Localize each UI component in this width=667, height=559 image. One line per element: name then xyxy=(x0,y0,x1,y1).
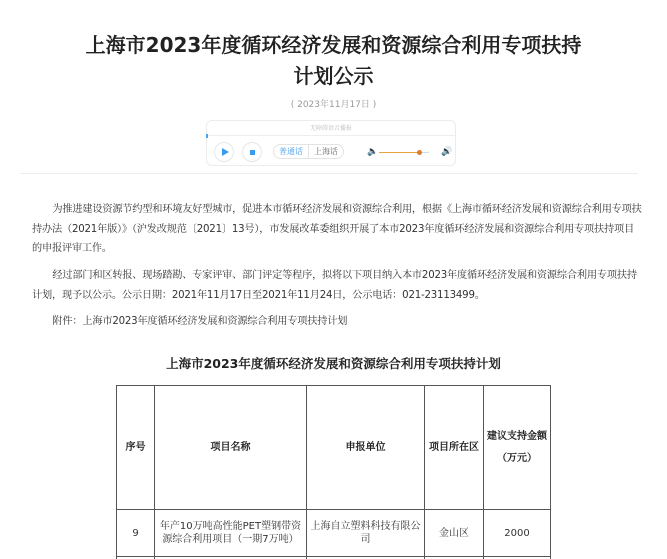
volume-slider[interactable] xyxy=(379,152,429,153)
header-unit: 申报单位 xyxy=(307,386,425,510)
title-line-2: 计划公示 xyxy=(293,64,374,88)
divider xyxy=(20,173,638,174)
cell-no: 9 xyxy=(117,510,155,557)
audio-player xyxy=(206,120,456,166)
header-name: 项目名称 xyxy=(155,386,307,510)
header-no: 序号 xyxy=(117,386,155,510)
table-row xyxy=(117,510,551,557)
table-header-row xyxy=(117,386,551,510)
publish-date: ( 2023年11月17日 ) xyxy=(290,100,377,110)
header-amount: 建议支持金额（万元） xyxy=(484,386,551,510)
paragraph-notice: 经过部门和区转报、现场踏勘、专家评审、部门评定等程序，拟将以下项目纳入本市2023年度循环经济发展和资源综合利用专项扶持计划，现予以公示。公示日期：2021年11月17日至2021年11月24日，公示电话：021-23113499。 xyxy=(32,270,637,301)
volume-fill xyxy=(379,152,419,153)
language-shanghainese[interactable]: 上海话 xyxy=(314,147,338,156)
paragraph-attachment: 附件：上海市2023年度循环经济发展和资源综合利用专项扶持计划 xyxy=(52,316,348,327)
cell-district: 金山区 xyxy=(425,510,484,557)
page-title xyxy=(40,30,627,92)
language-mandarin[interactable]: 普通话 xyxy=(274,145,309,158)
play-button[interactable] xyxy=(214,142,234,162)
plan-table xyxy=(116,385,551,559)
volume-knob[interactable] xyxy=(417,150,422,155)
cell-unit: 上海自立塑料科技有限公司 xyxy=(307,510,425,557)
paragraph-intro: 为推进建设资源节约型和环境友好型城市，促进本市循环经济发展和资源综合利用，根据《上海市循环经济发展和资源综合利用专项扶持办法（2021年版）》（沪发改规范〔2021〕13号），市发展改革委组织开展了本市2023年度循环经济发展和资源综合利用专项扶持项目的申报评审工作。 xyxy=(32,204,642,254)
volume-high-icon: 🔊 xyxy=(441,147,453,157)
player-status: 无障碍语音播报 xyxy=(207,121,455,136)
volume-low-icon: 🔈 xyxy=(367,147,379,157)
language-toggle xyxy=(273,144,344,159)
header-district: 项目所在区 xyxy=(425,386,484,510)
stop-button[interactable] xyxy=(242,142,262,162)
progress-bar[interactable] xyxy=(206,134,208,138)
table-title: 上海市2023年度循环经济发展和资源综合利用专项扶持计划 xyxy=(166,356,501,371)
title-line-1: 上海市2023年度循环经济发展和资源综合利用专项扶持 xyxy=(85,33,582,57)
cell-amount: 2000 xyxy=(484,510,551,557)
cell-name: 年产10万吨高性能PET塑钢带资源综合利用项目（一期7万吨） xyxy=(155,510,307,557)
